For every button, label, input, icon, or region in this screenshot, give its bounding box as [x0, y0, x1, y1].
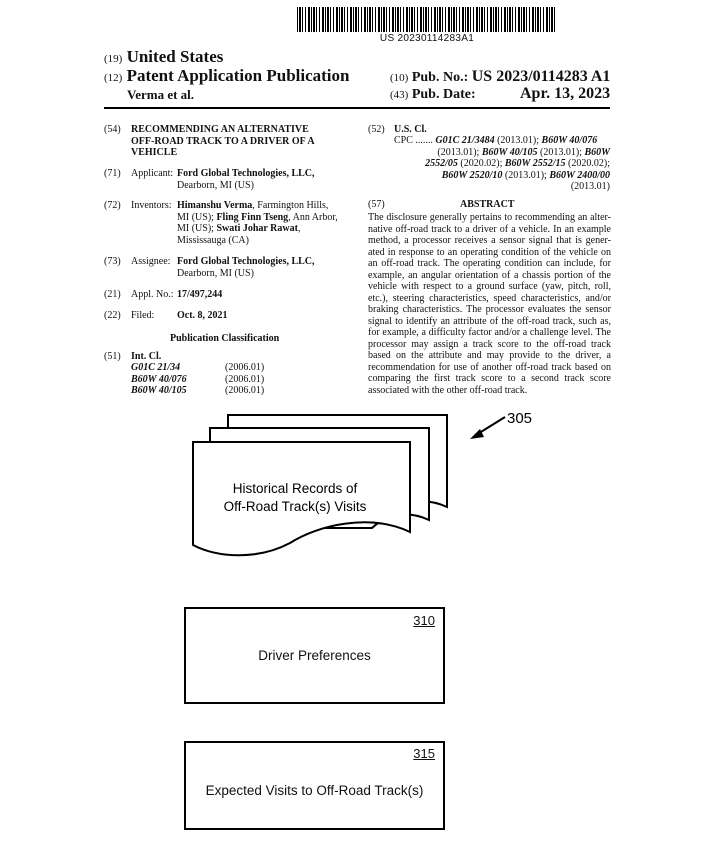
country: United States [126, 47, 224, 66]
applicant-label: Applicant: [131, 168, 174, 179]
driver-preferences-label: Driver Preferences [258, 648, 371, 663]
abstract-line: recommendation for use of another off-road track based on [368, 361, 611, 373]
assignee-code: (73) [104, 256, 121, 267]
inventors-code: (72) [104, 200, 121, 211]
inventors-label: Inventors: [131, 200, 172, 211]
applno-code: (21) [104, 289, 121, 300]
title-code: (54) [104, 124, 121, 135]
abstract-line: etc.), steering characteristics, speed characteristics, and/or [368, 292, 611, 304]
ref-number-305: 305 [507, 410, 533, 427]
abstract-line: ated in response to an operating condition of the vehicle on [368, 246, 611, 258]
pubno-value: US 2023/0114283 A1 [471, 68, 611, 85]
cpc-line [394, 147, 610, 159]
abstract-line: signal to identify an attribute of the off-road track, such as, [368, 315, 611, 327]
cpc-class-code: B60W [584, 146, 610, 158]
abstract-body [368, 212, 611, 396]
publication-type: Patent Application Publication [126, 66, 350, 85]
abstract-line: example, an angular orientation of a chassis portion of the [368, 269, 611, 281]
abstract-line: an off-road track. The operating condition can include, for [368, 258, 611, 269]
title-line: RECOMMENDING AN ALTERNATIVE [131, 124, 309, 135]
assignee-name: Ford Global Technologies, LLC, [177, 256, 315, 267]
intcl-year: (2006.01) [225, 385, 265, 396]
cpc-line [394, 158, 610, 170]
ref-number-310: 310 [413, 613, 435, 628]
abstract-line: The disclosure generally pertains to recommending an alter- [368, 212, 611, 223]
expected-visits-label: Expected Visits to Off-Road Track(s) [205, 783, 424, 798]
pubdate-label: Pub. Date: [411, 87, 476, 102]
pubdate-code: (43) [390, 89, 409, 101]
intcl-code: (51) [104, 351, 121, 362]
cpc-prefix: CPC ....... [394, 135, 436, 146]
pub-date-line [390, 87, 476, 103]
pubclass-heading: Publication Classification [170, 333, 280, 344]
cpc-class-date: (2013.01); [502, 169, 550, 181]
intcl-code-value: G01C 21/34 [131, 362, 181, 373]
cpc-class-code: G01C 21/3484 [435, 135, 495, 146]
abstract-line: braking characteristics. The processor evaluates the sensor [368, 304, 611, 315]
cpc-line [394, 170, 610, 182]
filed-value: Oct. 8, 2021 [177, 310, 228, 321]
cpc-block [394, 135, 610, 193]
barcode [297, 7, 557, 32]
cpc-line [394, 135, 610, 147]
applno-value: 17/497,244 [177, 289, 223, 300]
abstract-code: (57) [368, 199, 385, 210]
abstract-line: vehicle with respect to a ground surface (yaw, pitch, roll, [368, 281, 611, 292]
driver-preferences-box [184, 607, 445, 704]
applicant-code: (71) [104, 168, 121, 179]
inventor-name: Swati Johar Rawat [216, 223, 298, 234]
abstract-line: method, a processor receives a sensor signal that is gener- [368, 235, 611, 246]
uscl-code: (52) [368, 124, 385, 135]
cpc-line [394, 181, 610, 193]
author: Verma et al. [127, 87, 195, 102]
cpc-class-code: 2552/05 [425, 158, 458, 169]
barcode-number: US 20230114283A1 [379, 33, 475, 44]
intcl-year: (2006.01) [225, 373, 265, 385]
intcl-year: (2006.01) [225, 362, 265, 373]
applno-label: Appl. No.: [131, 289, 174, 300]
expected-visits-box [184, 741, 445, 830]
filed-label: Filed: [131, 310, 155, 321]
applicant-location: Dearborn, MI (US) [177, 179, 254, 191]
pubno-label: Pub. No.: [411, 70, 469, 85]
inventor-location: MI (US); [177, 223, 217, 234]
pubtype-code: (12) [104, 72, 123, 84]
inventor-location: MI (US); [177, 211, 217, 223]
country-code: (19) [104, 53, 123, 65]
cpc-class-date: (2020.02); [457, 158, 505, 169]
cpc-class-code: B60W 2520/10 [441, 169, 503, 181]
title-line: VEHICLE [131, 147, 178, 158]
inventor-name: Fling Finn Tseng [216, 211, 289, 223]
intcl-label: Int. Cl. [131, 351, 162, 362]
intcl-code-value: B60W 40/105 [131, 385, 187, 396]
inventor-location: , Ann Arbor, [288, 211, 338, 223]
inventor-name: Himanshu Verma [177, 200, 253, 211]
country-line [104, 47, 223, 67]
document-label-line2: Off-Road Track(s) Visits [223, 499, 367, 514]
applicant-block [177, 168, 315, 191]
pubno-code: (10) [390, 72, 409, 84]
assignee-block [177, 256, 315, 279]
header-rule [104, 107, 610, 109]
abstract-line: comparing the first track score to a second track score [368, 373, 611, 384]
applicant-name: Ford Global Technologies, LLC, [177, 168, 315, 179]
cpc-class-date: (2013.01); [537, 146, 585, 158]
cpc-class-code: B60W 2552/15 [504, 158, 566, 169]
abstract-line: native off-road track to a driver of a vehicle. In an example [368, 223, 611, 235]
cpc-class-date: (2013.01); [494, 135, 542, 146]
abstract-line: for example, a difficulty factor and/or a challenge level. The [368, 327, 611, 338]
intcl-table [131, 362, 281, 397]
document-label-line1: Historical Records of [232, 481, 358, 496]
cpc-class-date: (2013.01) [570, 181, 610, 192]
intcl-code-value: B60W 40/076 [131, 373, 187, 385]
inventor-punct: , [297, 223, 301, 234]
abstract-line: associated with the other off-road track. [368, 384, 528, 396]
assignee-location: Dearborn, MI (US) [177, 267, 254, 279]
publication-type-line [104, 66, 350, 86]
assignee-label: Assignee: [131, 256, 171, 267]
filed-code: (22) [104, 310, 121, 321]
title-line: OFF-ROAD TRACK TO A DRIVER OF A [131, 135, 315, 147]
inventor-location: Mississauga (CA) [177, 234, 249, 246]
title-block [131, 124, 315, 159]
cpc-class-date: (2020.02); [565, 158, 610, 169]
intcl-row [131, 362, 281, 374]
cpc-class-code: B60W 40/105 [481, 146, 538, 158]
abstract-heading: ABSTRACT [460, 199, 515, 210]
cpc-class-code: B60W 2400/00 [549, 169, 610, 181]
inventor-location: , Farmington Hills, [252, 200, 329, 211]
cpc-class-code: B60W 40/076 [541, 135, 598, 146]
pub-date-value: Apr. 13, 2023 [520, 85, 611, 102]
ref-number-315: 315 [413, 746, 435, 761]
abstract-line: processor may assign a track score to the off-road track [368, 338, 611, 350]
pub-number-line [390, 68, 610, 86]
uscl-label: U.S. Cl. [394, 124, 427, 135]
abstract-line: based on the attribute and may provide to the driver, a [368, 350, 611, 361]
cpc-class-date: (2013.01); [437, 146, 482, 158]
intcl-row [131, 374, 281, 386]
inventors-block [177, 200, 362, 246]
